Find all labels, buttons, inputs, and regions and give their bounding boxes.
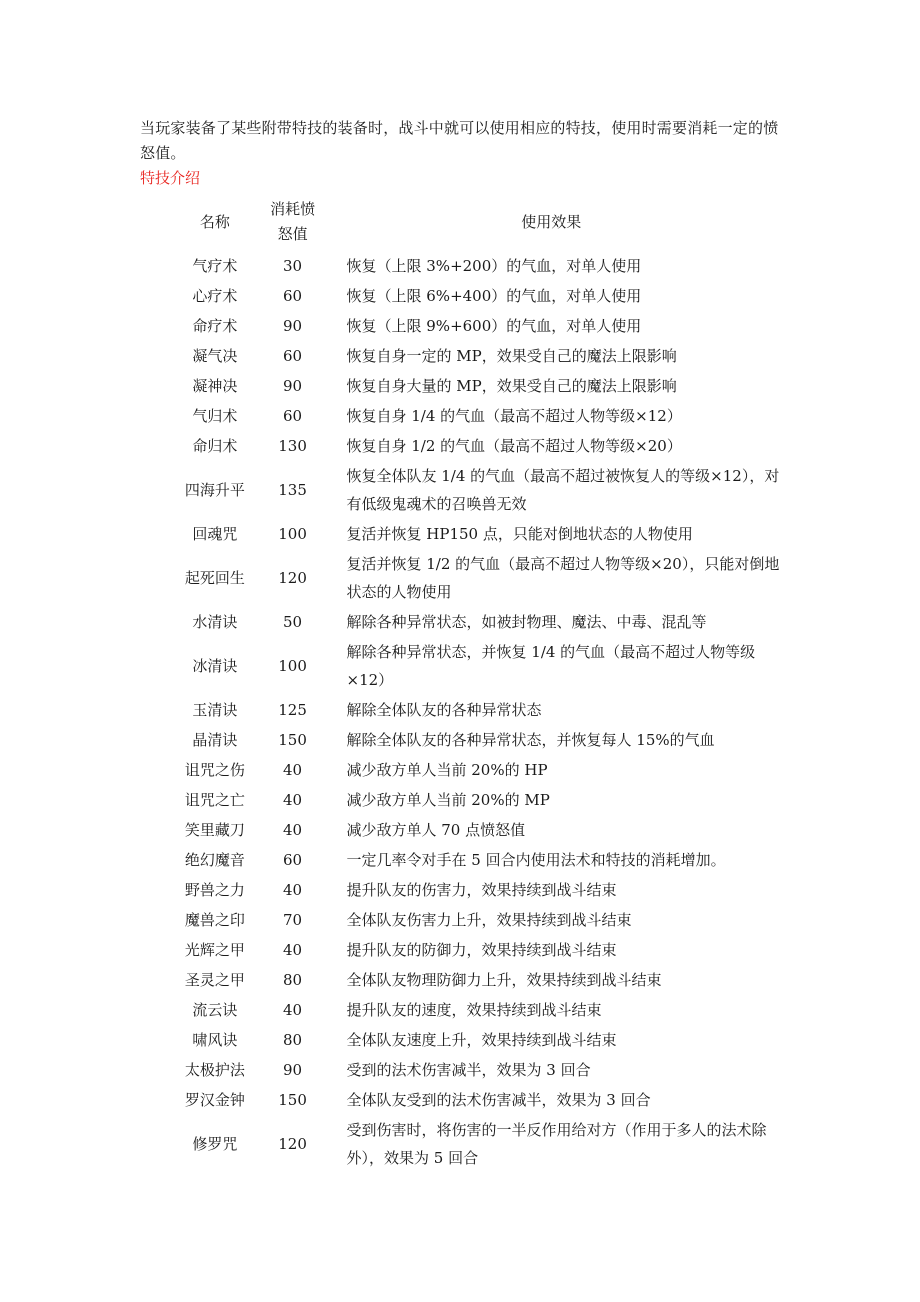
skill-cost: 60 [283, 407, 303, 425]
skill-effect: 解除全体队友的各种异常状态 [346, 701, 542, 719]
skill-name: 修罗咒 [192, 1135, 238, 1153]
skill-cost: 90 [283, 317, 303, 335]
table-row [167, 995, 780, 1025]
skill-cost: 130 [278, 437, 307, 455]
skill-cost: 90 [283, 377, 303, 395]
skill-effect: 恢复（上限 3%+200）的气血，对单人使用 [346, 257, 642, 275]
skill-effect: 恢复自身一定的 MP，效果受自己的魔法上限影响 [346, 347, 677, 365]
skill-cost: 40 [283, 1001, 303, 1019]
header-effect: 使用效果 [521, 212, 582, 231]
skill-cost: 60 [283, 287, 303, 305]
skill-cost: 30 [283, 257, 303, 275]
skill-cost: 60 [283, 347, 303, 365]
skill-name: 心疗术 [192, 287, 238, 305]
skill-name: 绝幻魔音 [184, 851, 245, 869]
skill-name: 冰清诀 [192, 657, 238, 675]
skill-effect: 恢复（上限 6%+400）的气血，对单人使用 [346, 287, 642, 305]
skill-cost: 80 [283, 971, 303, 989]
skill-name: 晶清诀 [192, 731, 238, 749]
skill-cost: 120 [278, 569, 307, 587]
skill-name: 玉清诀 [192, 701, 238, 719]
header-name: 名称 [199, 212, 230, 231]
skill-name: 命疗术 [192, 317, 238, 335]
skill-name: 气疗术 [192, 257, 238, 275]
skill-effect: 减少敌方单人 70 点愤怒值 [346, 821, 526, 839]
skill-name: 罗汉金钟 [184, 1091, 245, 1109]
skill-cost: 100 [278, 657, 307, 675]
skill-effect: 恢复全体队友 1/4 的气血（最高不超过被恢复人的等级×12），对有低级鬼魂术的召唤兽无效 [346, 467, 780, 513]
skill-name: 太极护法 [184, 1061, 245, 1079]
table-header-row [167, 193, 780, 251]
skill-cost: 90 [283, 1061, 303, 1079]
table-row [167, 1055, 780, 1085]
skill-cost: 40 [283, 791, 303, 809]
table-row [167, 461, 780, 519]
skill-effect: 受到的法术伤害减半，效果为 3 回合 [346, 1061, 591, 1079]
skill-cost: 150 [278, 731, 307, 749]
table-row [167, 1115, 780, 1173]
table-row [167, 755, 780, 785]
skill-name: 诅咒之伤 [184, 761, 245, 779]
skill-effect: 减少敌方单人当前 20%的 MP [346, 791, 550, 809]
skill-effect: 全体队友受到的法术伤害减半，效果为 3 回合 [346, 1091, 651, 1109]
skill-cost: 135 [278, 481, 307, 499]
skill-name: 水清诀 [192, 613, 238, 631]
skill-name: 光辉之甲 [184, 941, 245, 959]
table-row [167, 519, 780, 549]
skill-effect: 复活并恢复 HP150 点，只能对倒地状态的人物使用 [346, 525, 693, 543]
header-cost: 消耗愤怒值 [270, 200, 316, 243]
skill-name: 笑里藏刀 [184, 821, 245, 839]
table-row [167, 905, 780, 935]
skill-cost: 120 [278, 1135, 307, 1153]
skill-effect: 提升队友的防御力，效果持续到战斗结束 [346, 941, 617, 959]
skill-name: 命归术 [192, 437, 238, 455]
table-row [167, 607, 780, 637]
skill-effect: 受到伤害时，将伤害的一半反作用给对方（作用于多人的法术除外），效果为 5 回合 [346, 1121, 767, 1167]
skill-cost: 40 [283, 941, 303, 959]
skill-effect: 提升队友的伤害力，效果持续到战斗结束 [346, 881, 617, 899]
table-row [167, 935, 780, 965]
section-title: 特技介绍 [140, 169, 201, 187]
table-row [167, 281, 780, 311]
table-row [167, 1085, 780, 1115]
skill-cost: 80 [283, 1031, 303, 1049]
skill-effect: 全体队友速度上升，效果持续到战斗结束 [346, 1031, 617, 1049]
skill-name: 圣灵之甲 [184, 971, 245, 989]
skill-effect: 提升队友的速度，效果持续到战斗结束 [346, 1001, 602, 1019]
skill-effect: 一定几率令对手在 5 回合内使用法术和特技的消耗增加。 [346, 851, 726, 869]
skill-name: 啸风诀 [192, 1031, 238, 1049]
skill-name: 凝气决 [192, 347, 238, 365]
skill-effect: 解除各种异常状态，如被封物理、魔法、中毒、混乱等 [346, 613, 707, 631]
skill-cost: 40 [283, 881, 303, 899]
skill-cost: 60 [283, 851, 303, 869]
skill-name: 流云诀 [192, 1001, 238, 1019]
skill-effect: 全体队友伤害力上升，效果持续到战斗结束 [346, 911, 632, 929]
table-row [167, 875, 780, 905]
skill-effect: 恢复自身 1/2 的气血（最高不超过人物等级×20） [346, 437, 682, 455]
table-row [167, 371, 780, 401]
skill-cost: 70 [283, 911, 303, 929]
skills-table [167, 193, 780, 1173]
table-row [167, 785, 780, 815]
skill-effect: 减少敌方单人当前 20%的 HP [346, 761, 548, 779]
table-row [167, 695, 780, 725]
skill-effect: 解除各种异常状态，并恢复 1/4 的气血（最高不超过人物等级×12） [346, 643, 756, 689]
skill-name: 回魂咒 [192, 525, 238, 543]
table-row [167, 549, 780, 607]
skill-name: 起死回生 [184, 569, 245, 587]
table-row [167, 251, 780, 281]
table-row [167, 815, 780, 845]
table-row [167, 637, 780, 695]
table-row [167, 965, 780, 995]
table-body [167, 251, 780, 1173]
table-row [167, 1025, 780, 1055]
skill-effect: 全体队友物理防御力上升，效果持续到战斗结束 [346, 971, 662, 989]
table-row [167, 401, 780, 431]
document-page [140, 116, 780, 1173]
skill-effect: 恢复自身大量的 MP，效果受自己的魔法上限影响 [346, 377, 677, 395]
skill-effect: 复活并恢复 1/2 的气血（最高不超过人物等级×20），只能对倒地状态的人物使用 [346, 555, 780, 601]
skill-cost: 150 [278, 1091, 307, 1109]
table-row [167, 311, 780, 341]
skill-effect: 恢复（上限 9%+600）的气血，对单人使用 [346, 317, 642, 335]
table-row [167, 725, 780, 755]
skill-cost: 125 [278, 701, 307, 719]
skill-name: 气归术 [192, 407, 238, 425]
skill-effect: 恢复自身 1/4 的气血（最高不超过人物等级×12） [346, 407, 682, 425]
skill-cost: 100 [278, 525, 307, 543]
table-row [167, 341, 780, 371]
skill-name: 四海升平 [184, 481, 245, 499]
skill-name: 魔兽之印 [184, 911, 245, 929]
table-row [167, 431, 780, 461]
skill-name: 诅咒之亡 [184, 791, 245, 809]
skill-effect: 解除全体队友的各种异常状态，并恢复每人 15%的气血 [346, 731, 715, 749]
skill-cost: 40 [283, 821, 303, 839]
skill-name: 凝神决 [192, 377, 238, 395]
intro-paragraph: 当玩家装备了某些附带特技的装备时，战斗中就可以使用相应的特技，使用时需要消耗一定的愤怒值。 [140, 119, 779, 162]
table-row [167, 845, 780, 875]
skill-cost: 50 [283, 613, 303, 631]
skill-cost: 40 [283, 761, 303, 779]
skill-name: 野兽之力 [184, 881, 245, 899]
